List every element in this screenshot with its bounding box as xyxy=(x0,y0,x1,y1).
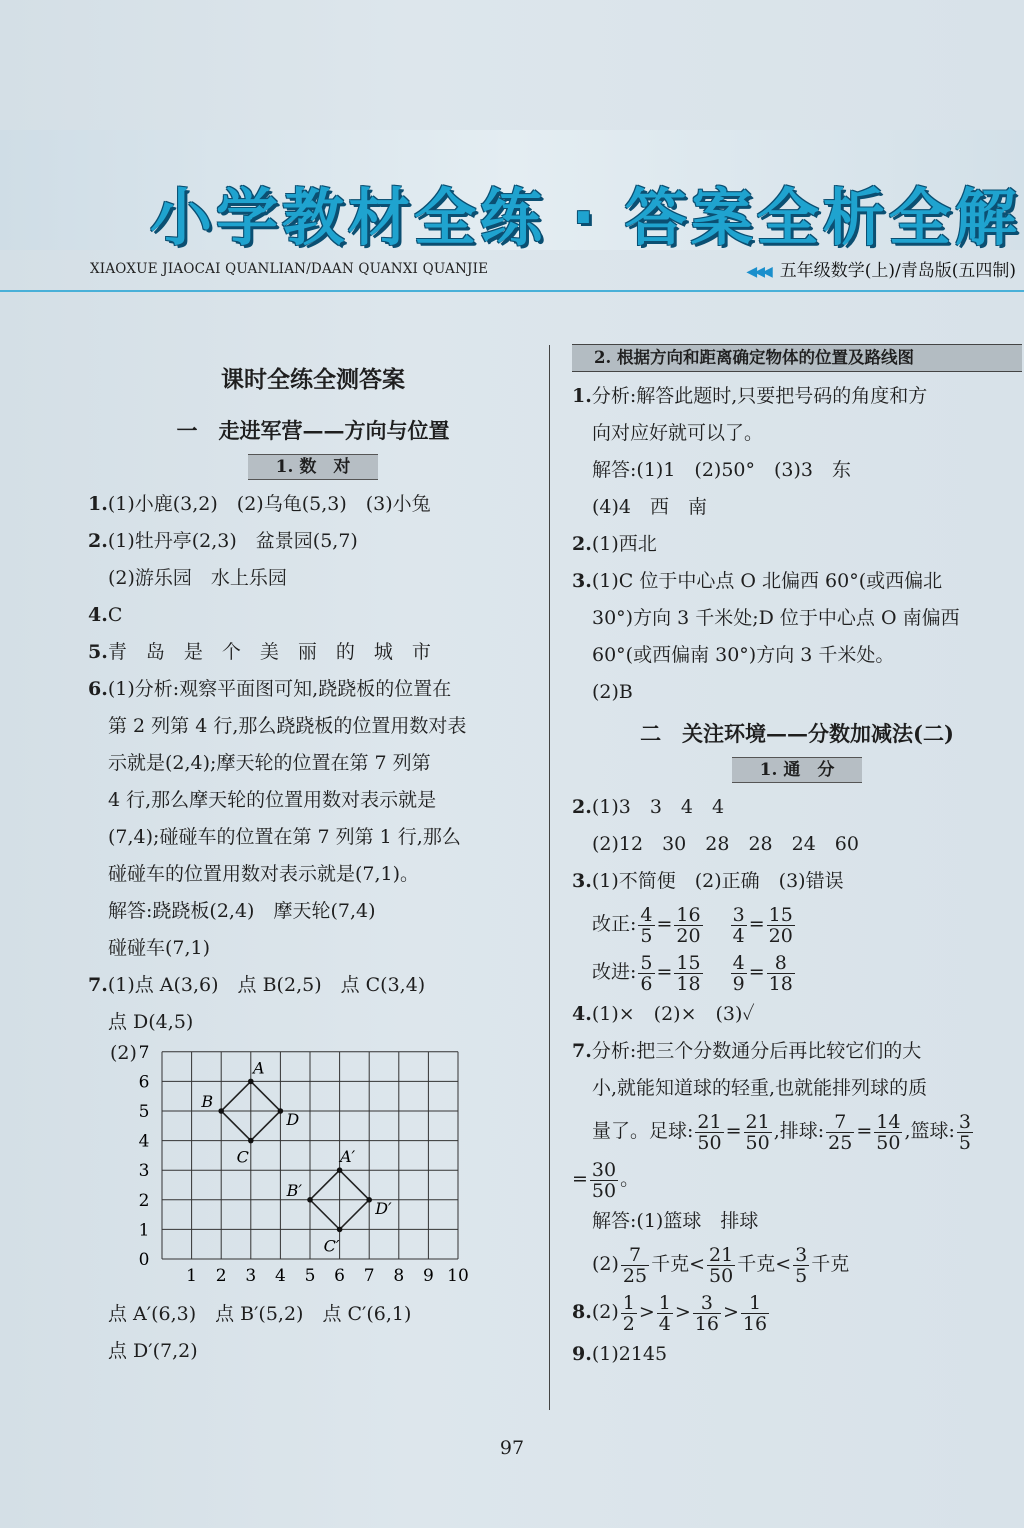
y-tick-label: 7 xyxy=(138,1042,150,1063)
y-tick-label: 2 xyxy=(138,1190,150,1211)
answer-text: 向对应好就可以了。 xyxy=(592,422,764,444)
answer-line xyxy=(572,415,1022,452)
denominator: 16 xyxy=(742,1312,768,1335)
answer-line xyxy=(572,526,1022,563)
numerator: 15 xyxy=(768,903,793,926)
page-number: 97 xyxy=(499,1437,525,1459)
fraction xyxy=(731,953,747,994)
numerator: 3 xyxy=(795,1243,808,1266)
answer-line xyxy=(572,996,1022,1033)
answer-line xyxy=(88,634,538,671)
numerator: 15 xyxy=(676,951,701,974)
point-marker xyxy=(337,1227,343,1233)
denominator: 16 xyxy=(694,1312,719,1335)
answer-line xyxy=(572,637,1022,674)
numerator: 3 xyxy=(958,1110,971,1133)
grade-label xyxy=(746,256,1016,281)
section-tag: 1. 通 分 xyxy=(732,757,862,783)
answer-text: (1)西北 xyxy=(591,533,657,555)
fraction xyxy=(767,953,795,994)
denominator: 25 xyxy=(828,1131,853,1154)
answer-text: 解答:(1)1 (2)50° (3)3 东 xyxy=(592,459,851,481)
improvement-line xyxy=(572,948,1022,996)
point-label: C′ xyxy=(323,1236,340,1256)
point-label: A′ xyxy=(340,1147,356,1167)
denominator: 4 xyxy=(732,924,745,947)
point-marker xyxy=(248,1138,254,1144)
answer-line: 点 D′(7,2) xyxy=(108,1340,198,1362)
answer-line xyxy=(572,489,1022,526)
x-tick-label: 7 xyxy=(363,1266,375,1286)
answer-line xyxy=(572,1155,1022,1203)
answer-line xyxy=(88,930,538,967)
question-number: 8. xyxy=(572,1301,592,1323)
denominator: 18 xyxy=(676,972,701,995)
numerator: 1 xyxy=(741,1293,769,1314)
fraction xyxy=(638,905,654,946)
question-number: 4. xyxy=(572,1003,592,1025)
denominator: 50 xyxy=(591,1179,617,1202)
fraction xyxy=(590,1160,618,1201)
triple-arrow-icon: ◀◀◀ xyxy=(746,264,770,280)
unit-heading: 二 关注环境——分数加减法(二) xyxy=(640,721,954,746)
answer-line xyxy=(88,893,538,930)
answer-line: 小,就能知道球的轻重,也就能排列球的质 xyxy=(592,1077,928,1099)
numerator: 8 xyxy=(767,953,795,974)
fraction xyxy=(957,1112,973,1153)
answer-text: 。 xyxy=(620,1168,640,1190)
page-heading: 课时全练全测答案 xyxy=(221,366,405,393)
point-label: D′ xyxy=(375,1198,392,1218)
correction-line xyxy=(572,900,1022,948)
greater-than: > xyxy=(722,1301,739,1323)
fraction xyxy=(741,1293,769,1334)
answer-line xyxy=(88,671,538,708)
answer-line xyxy=(88,782,538,819)
y-tick-label: 5 xyxy=(138,1102,150,1122)
equals: = xyxy=(748,961,765,983)
x-tick-label: 5 xyxy=(304,1266,316,1286)
denominator: 6 xyxy=(640,972,653,995)
numerator: 1 xyxy=(658,1291,671,1314)
answer-line xyxy=(572,1336,1022,1373)
fraction xyxy=(693,1293,721,1334)
answer-text: (1)× (2)× (3)✓ xyxy=(591,1003,755,1025)
unit-heading: 一 走进军营——方向与位置 xyxy=(176,418,450,443)
label: 改进: xyxy=(592,961,637,983)
unit: 千克 xyxy=(737,1253,776,1275)
point-marker xyxy=(278,1108,284,1114)
y-tick-label: 1 xyxy=(138,1220,150,1241)
x-tick-label: 10 xyxy=(447,1266,469,1286)
answer-line xyxy=(88,856,538,893)
unit: 千克 xyxy=(811,1253,850,1275)
y-tick-label: 0 xyxy=(138,1250,150,1270)
numerator: 7 xyxy=(826,1112,854,1133)
fraction xyxy=(707,1245,735,1286)
answer-text: 点 D(4,5) xyxy=(108,1011,194,1033)
x-tick-label: 2 xyxy=(215,1266,227,1286)
answer-line xyxy=(88,597,538,634)
answer-line xyxy=(572,826,1022,863)
answer-text: (1)点 A(3,6) 点 B(2,5) 点 C(3,4) xyxy=(107,974,426,996)
denominator: 18 xyxy=(768,972,793,995)
question-number: 5. xyxy=(88,641,108,663)
question-number: 2. xyxy=(572,796,592,818)
unit: 千克 xyxy=(651,1253,690,1275)
x-tick-label: 6 xyxy=(334,1266,346,1286)
numerator: 3 xyxy=(693,1293,721,1314)
answer-line xyxy=(88,819,538,856)
equals: = xyxy=(748,913,765,935)
answer-text: (1)小鹿(3,2) (2)乌龟(5,3) (3)小兔 xyxy=(107,493,431,515)
answer-line xyxy=(88,560,538,597)
answer-text: ,排球: xyxy=(773,1120,825,1142)
question-number: 4. xyxy=(88,604,108,626)
answer-line xyxy=(572,789,1022,826)
left-column xyxy=(88,360,538,1370)
answer-line: 点 A′(6,3) 点 B′(5,2) 点 C′(6,1) xyxy=(108,1303,412,1325)
answer-text: 青 岛 是 个 美 丽 的 城 市 xyxy=(107,641,431,663)
denominator: 50 xyxy=(697,1131,722,1154)
fraction xyxy=(638,953,654,994)
fraction xyxy=(744,1112,772,1153)
point-label: C xyxy=(236,1147,249,1167)
point-marker xyxy=(307,1197,313,1203)
question-number: 1. xyxy=(572,385,592,407)
answer-text: (1)C 位于中心点 O 北偏西 60°(或西偏北 xyxy=(591,570,943,592)
denominator: 4 xyxy=(658,1312,671,1335)
answer-text: (2)12 30 28 28 24 60 xyxy=(592,833,859,855)
section-tag: 2. 根据方向和距离确定物体的位置及路线图 xyxy=(572,344,1022,372)
fraction xyxy=(826,1112,854,1153)
denominator: 50 xyxy=(745,1131,770,1154)
book-title: 小学教材全练 · 答案全析全解 xyxy=(150,181,1021,254)
denominator: 50 xyxy=(876,1131,901,1154)
x-tick-label: 3 xyxy=(245,1266,257,1286)
denominator: 9 xyxy=(732,972,745,995)
numerator: 21 xyxy=(697,1110,722,1133)
equals: = xyxy=(856,1120,873,1142)
denominator: 20 xyxy=(676,924,701,947)
y-tick-label: 6 xyxy=(138,1072,150,1093)
x-tick-label: 4 xyxy=(274,1266,286,1286)
numerator: 21 xyxy=(709,1243,734,1266)
book-title-pinyin: XIAOXUE JIAOCAI QUANLIAN/DAAN QUANXI QUANJIE xyxy=(90,261,489,277)
question-number: 7. xyxy=(572,1040,592,1062)
answer-line xyxy=(88,745,538,782)
question-number: 3. xyxy=(572,570,592,592)
x-tick-label: 8 xyxy=(393,1266,405,1286)
answer-lines xyxy=(572,789,1022,900)
answer-text: (1)2145 xyxy=(591,1343,668,1365)
grid-label: (2) xyxy=(110,1042,137,1064)
numerator: 3 xyxy=(732,903,745,926)
point-label: B xyxy=(201,1092,214,1111)
denominator: 5 xyxy=(958,1131,971,1154)
answer-text: 分析:把三个分数通分后再比较它们的大 xyxy=(591,1040,922,1062)
answer-line xyxy=(88,708,538,745)
answer-line xyxy=(88,1004,538,1041)
coordinate-grid-block xyxy=(88,1041,538,1296)
equals: = xyxy=(656,961,673,983)
answer-text: 量了。足球: xyxy=(592,1120,694,1142)
answer-text: 60°(或西偏南 30°)方向 3 千米处。 xyxy=(592,644,895,666)
less-than: < xyxy=(775,1253,792,1275)
answer-text: (7,4);碰碰车的位置在第 7 列第 1 行,那么 xyxy=(108,826,461,848)
right-column xyxy=(572,344,1022,1373)
answer-line xyxy=(88,486,538,523)
answer-text: (2)游乐园 水上乐园 xyxy=(108,567,287,589)
answer-text: 示就是(2,4);摩天轮的位置在第 7 列第 xyxy=(108,752,431,774)
answer-text: 30°)方向 3 千米处;D 位于中心点 O 南偏西 xyxy=(592,607,960,629)
fraction xyxy=(767,905,795,946)
answer-text: (1)分析:观察平面图可知,跷跷板的位置在 xyxy=(107,678,452,700)
numerator: 4 xyxy=(640,903,653,926)
answer-text: 碰碰车的位置用数对表示就是(7,1)。 xyxy=(108,863,420,885)
x-tick-label: 1 xyxy=(186,1266,198,1286)
numerator: 5 xyxy=(640,951,653,974)
denominator: 20 xyxy=(768,924,793,947)
fraction xyxy=(695,1112,723,1153)
numerator: 30 xyxy=(591,1158,617,1181)
question-number: 7. xyxy=(88,974,108,996)
label: 改正: xyxy=(592,913,637,935)
answer-text: (1)3 3 4 4 xyxy=(591,796,725,818)
x-tick-label: 9 xyxy=(422,1266,434,1286)
fraction xyxy=(793,1245,809,1286)
numerator: 7 xyxy=(621,1245,649,1266)
point-marker xyxy=(337,1167,343,1173)
point-label: A xyxy=(253,1058,265,1078)
column-divider xyxy=(549,345,550,1410)
fraction xyxy=(874,1112,902,1153)
answer-line xyxy=(572,452,1022,489)
answer-lines xyxy=(572,378,1022,711)
answer-line xyxy=(572,1033,1022,1070)
numerator: 4 xyxy=(732,951,745,974)
y-tick-label: 4 xyxy=(138,1131,150,1152)
fraction xyxy=(621,1245,649,1286)
answer-line xyxy=(572,563,1022,600)
point-label: B′ xyxy=(286,1180,302,1200)
fraction xyxy=(731,905,747,946)
section-tag: 1. 数 对 xyxy=(248,454,378,480)
denominator: 5 xyxy=(640,924,653,947)
question-number: 2. xyxy=(88,530,108,552)
answer-text: C xyxy=(107,604,123,626)
answer-line xyxy=(572,1240,1022,1288)
answer-line xyxy=(572,378,1022,415)
numerator: 14 xyxy=(876,1110,901,1133)
answer-text: (1)牡丹亭(2,3) 盆景园(5,7) xyxy=(107,530,358,552)
point-label: D xyxy=(286,1110,300,1129)
question-number: 3. xyxy=(572,870,592,892)
equals: = xyxy=(572,1168,588,1190)
less-than: < xyxy=(689,1253,706,1275)
answer-text: 分析:解答此题时,只要把号码的角度和方 xyxy=(591,385,928,407)
fraction xyxy=(674,953,702,994)
denominator: 25 xyxy=(622,1264,648,1287)
fraction xyxy=(674,905,702,946)
answer-text: 碰碰车(7,1) xyxy=(108,937,211,959)
y-tick-label: 3 xyxy=(138,1161,150,1182)
fraction xyxy=(657,1293,673,1334)
point-marker xyxy=(248,1079,254,1085)
denominator: 5 xyxy=(795,1264,808,1287)
point-marker xyxy=(218,1108,224,1114)
answer-line xyxy=(572,1288,1022,1336)
answer-text: 4 行,那么摩天轮的位置用数对表示就是 xyxy=(108,789,437,811)
denominator: 50 xyxy=(709,1264,734,1287)
answer-text: ,篮球: xyxy=(904,1120,955,1142)
equals: = xyxy=(725,1120,742,1142)
grade-text: 五年级数学(上)/青岛版(五四制) xyxy=(779,261,1016,281)
header-rule xyxy=(0,290,1024,292)
answer-lines xyxy=(88,486,538,1041)
numerator: 1 xyxy=(622,1291,635,1314)
answer-line xyxy=(572,674,1022,711)
question-number: 9. xyxy=(572,1343,592,1365)
greater-than: > xyxy=(674,1301,691,1323)
answer-line xyxy=(572,600,1022,637)
numerator: 21 xyxy=(745,1110,770,1133)
coordinate-grid xyxy=(88,1041,528,1296)
answer-line: 解答:(1)篮球 排球 xyxy=(592,1210,759,1232)
question-number: 1. xyxy=(88,493,108,515)
answer-text: (2) xyxy=(591,1301,619,1323)
answer-text: 第 2 列第 4 行,那么跷跷板的位置用数对表 xyxy=(108,715,467,737)
answer-line xyxy=(572,1107,1022,1155)
answer-text: (2)B xyxy=(592,681,633,703)
answer-text: 解答:跷跷板(2,4) 摩天轮(7,4) xyxy=(108,900,376,922)
equals: = xyxy=(656,913,673,935)
point-marker xyxy=(366,1197,372,1203)
answer-line xyxy=(572,863,1022,900)
question-number: 2. xyxy=(572,533,592,555)
numerator: 16 xyxy=(676,903,701,926)
answer-line xyxy=(88,967,538,1004)
denominator: 2 xyxy=(622,1312,635,1335)
answer-text: (4)4 西 南 xyxy=(592,496,708,518)
answer-line xyxy=(88,523,538,560)
answer-text: (2) xyxy=(592,1253,619,1275)
question-number: 6. xyxy=(88,678,108,700)
answer-text: (1)不简便 (2)正确 (3)错误 xyxy=(591,870,844,892)
fraction xyxy=(621,1293,637,1334)
greater-than: > xyxy=(638,1301,655,1323)
